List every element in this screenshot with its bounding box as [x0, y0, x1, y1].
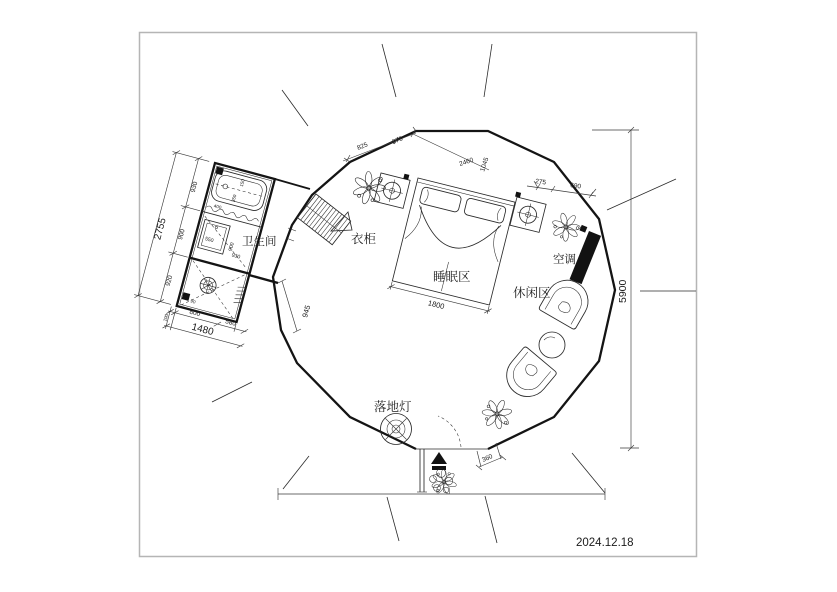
svg-text:800: 800: [188, 308, 201, 319]
pillow-right: [464, 198, 507, 224]
dim-5900: 5900: [617, 279, 629, 303]
ac-label: 空调: [553, 254, 576, 266]
entry-arrow-icon: [431, 452, 447, 464]
svg-text:690: 690: [569, 182, 582, 191]
dim-1480: 1480: [190, 321, 215, 339]
dim-sink: 550: [204, 236, 215, 245]
svg-text:360: 360: [481, 453, 494, 464]
room-outline: [249, 131, 615, 449]
svg-text:825: 825: [356, 141, 369, 152]
plant-icon: [479, 396, 514, 431]
dim-floor: 90: [189, 298, 197, 305]
svg-text:100: 100: [162, 313, 170, 323]
dim-width: 930: [230, 252, 241, 261]
right-dim-chain: [527, 178, 596, 198]
lounge-chair-1: [538, 273, 595, 330]
bathroom-label: 卫生间: [242, 236, 277, 248]
svg-text:275: 275: [391, 135, 404, 146]
top-dim-chain: [343, 127, 490, 173]
wardrobe-label: 衣柜: [351, 232, 377, 246]
plant-icon: [546, 207, 586, 247]
svg-text:2460: 2460: [458, 156, 475, 168]
svg-text:930: 930: [189, 180, 200, 194]
dim-945: [278, 279, 312, 333]
svg-text:920: 920: [164, 274, 175, 287]
bathroom-left-dims: [133, 149, 213, 309]
dim-depth: 900: [227, 241, 236, 252]
nightstand-left: [374, 168, 411, 208]
bathroom-bottom-dims: [161, 302, 250, 349]
svg-text:1045: 1045: [479, 156, 491, 173]
side-table: [539, 332, 565, 358]
lounge-chair-2: [498, 346, 557, 405]
entrance: [417, 416, 506, 493]
leisure-area-label: 休闲区: [513, 286, 551, 300]
svg-text:900: 900: [177, 228, 187, 241]
plant-icon: [428, 465, 461, 498]
dim-2755: 2755: [152, 216, 169, 242]
wardrobe: [298, 194, 352, 245]
date-label: 2024.12.18: [576, 537, 634, 549]
pillow-left: [419, 186, 462, 212]
svg-text:580: 580: [224, 318, 237, 328]
svg-text:275: 275: [534, 178, 547, 187]
dim-1800: 1800: [427, 298, 446, 312]
dim-tub-c: 150: [238, 178, 246, 188]
dim-tub-b: 350: [230, 193, 238, 203]
sink: [198, 219, 231, 254]
dim-tub-a: 400: [213, 203, 222, 211]
sleeping-area-label: 睡眠区: [433, 270, 471, 284]
bathroom-block: [128, 149, 288, 350]
base-line: [278, 488, 605, 500]
floor-lamp-label: 落地灯: [374, 400, 412, 414]
svg-text:945: 945: [300, 304, 313, 319]
nightstand-right: [508, 192, 547, 233]
